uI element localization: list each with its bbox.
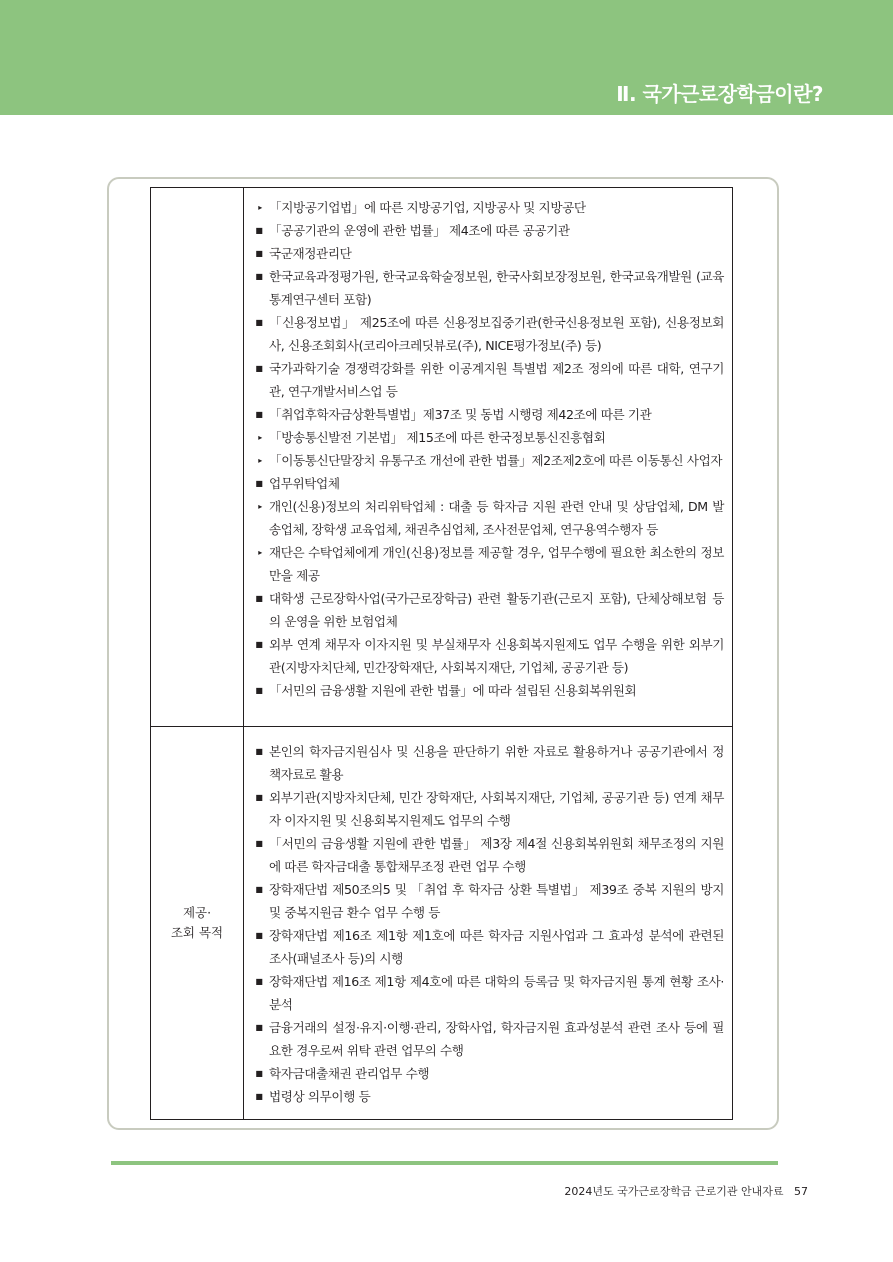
list-item (244, 633, 724, 679)
item-list (244, 188, 732, 702)
square-bullet-icon: ■ (255, 931, 263, 940)
list-item (244, 472, 724, 495)
list-item-text: 「서민의 금융생활 지원에 관한 법률」 제3장 제4절 신용회복위원회 채무조정의 지원에 따른 학자금대출 통합채무조정 관련 업무 수행 (269, 836, 724, 874)
row-label-line: 제공· (182, 905, 212, 920)
header-band (0, 0, 893, 115)
triangle-bullet-icon: ▸ (258, 203, 262, 212)
square-bullet-icon: ■ (255, 479, 263, 488)
square-bullet-icon: ■ (255, 686, 263, 695)
list-item-text: 업무위탁업체 (269, 476, 340, 491)
row-label-text (171, 905, 223, 940)
square-bullet-icon: ■ (255, 1092, 263, 1101)
info-table (150, 187, 733, 1120)
row-content (244, 188, 733, 727)
list-item (244, 1062, 724, 1085)
triangle-bullet-icon: ▸ (258, 433, 262, 442)
square-bullet-icon: ■ (255, 318, 263, 327)
list-item (244, 242, 724, 265)
list-item-text: 재단은 수탁업체에게 개인(신용)정보를 제공할 경우, 업무수행에 필요한 최소한의 정보만을 제공 (269, 545, 724, 583)
square-bullet-icon: ■ (255, 272, 263, 281)
list-item (244, 679, 724, 702)
row-label (151, 727, 244, 1120)
list-item (244, 495, 724, 541)
list-item (244, 219, 724, 242)
list-item (244, 832, 724, 878)
list-item-text: 「방송통신발전 기본법」 제15조에 따른 한국정보통신진흥협회 (269, 430, 606, 445)
list-item-text: 「공공기관의 운영에 관한 법률」 제4조에 따른 공공기관 (269, 223, 570, 238)
row-content (244, 727, 733, 1120)
list-item-text: 대학생 근로장학사업(국가근로장학금) 관련 활동기관(근로지 포함), 단체상해보험 등의 운영을 위한 보험업체 (269, 591, 724, 629)
triangle-bullet-icon: ▸ (258, 456, 262, 465)
square-bullet-icon: ■ (255, 977, 263, 986)
list-item (244, 357, 724, 403)
list-item-text: 외부 연계 채무자 이자지원 및 부실채무자 신용회복지원제도 업무 수행을 위한 외부기관(지방자치단체, 민간장학재단, 사회복지재단, 기업체, 공공기관 등) (269, 637, 724, 675)
triangle-bullet-icon: ▸ (258, 548, 262, 557)
list-item-text: 「신용정보법」 제25조에 따른 신용정보집중기관(한국신용정보원 포함), 신용정보회사, 신용조회회사(코리아크레딧뷰로(주), NICE평가정보(주) 등) (269, 315, 724, 353)
footer-divider (111, 1161, 778, 1165)
footer-doc-title: 2024년도 국가근로장학금 근로기관 안내자료 (564, 1185, 784, 1198)
list-item-text: 「서민의 금융생활 지원에 관한 법률」에 따라 설립된 신용회복위원회 (269, 683, 637, 698)
list-item-text: 장학재단법 제50조의5 및 「취업 후 학자금 상환 특별법」 제39조 중복 지원의 방지 및 중복지원금 환수 업무 수행 등 (269, 882, 724, 920)
row-label (151, 188, 244, 727)
square-bullet-icon: ■ (255, 839, 263, 848)
list-item (244, 970, 724, 1016)
square-bullet-icon: ■ (255, 226, 263, 235)
section-title: Ⅱ. 국가근로장학금이란? (616, 82, 823, 106)
footer-title (564, 1183, 808, 1199)
square-bullet-icon: ■ (255, 410, 263, 419)
list-item-text: 본인의 학자금지원심사 및 신용을 판단하기 위한 자료로 활용하거나 공공기관에서 정책자료로 활용 (269, 744, 724, 782)
square-bullet-icon: ■ (255, 594, 263, 603)
square-bullet-icon: ■ (255, 249, 263, 258)
list-item (244, 265, 724, 311)
list-item-text: 외부기관(지방자치단체, 민간 장학재단, 사회복지재단, 기업체, 공공기관 등) 연계 채무자 이자지원 및 신용회복지원제도 업무의 수행 (269, 790, 724, 828)
list-item (244, 878, 724, 924)
list-item (244, 541, 724, 587)
square-bullet-icon: ■ (255, 640, 263, 649)
list-item-text: 한국교육과정평가원, 한국교육학술정보원, 한국사회보장정보원, 한국교육개발원 (교육통계연구센터 포함) (269, 269, 724, 307)
square-bullet-icon: ■ (255, 793, 263, 802)
item-list (244, 727, 732, 1108)
list-item-text: 장학재단법 제16조 제1항 제1호에 따른 학자금 지원사업과 그 효과성 분석에 관련된 조사(패널조사 등)의 시행 (269, 928, 724, 966)
list-item (244, 196, 724, 219)
table-row (151, 727, 733, 1120)
list-item (244, 924, 724, 970)
list-item (244, 587, 724, 633)
list-item (244, 449, 724, 472)
square-bullet-icon: ■ (255, 364, 263, 373)
table-row (151, 188, 733, 727)
list-item-text: 금융거래의 설정·유지·이행·관리, 장학사업, 학자금지원 효과성분석 관련 조사 등에 필요한 경우로써 위탁 관련 업무의 수행 (269, 1020, 724, 1058)
row-label-line: 조회 목적 (170, 925, 224, 940)
page-number: 57 (794, 1185, 808, 1198)
square-bullet-icon: ■ (255, 1023, 263, 1032)
square-bullet-icon: ■ (255, 747, 263, 756)
list-item-text: 「지방공기업법」에 따른 지방공기업, 지방공사 및 지방공단 (269, 200, 586, 215)
list-item-text: 학자금대출채권 관리업무 수행 (269, 1066, 430, 1081)
list-item (244, 426, 724, 449)
list-item-text: 국가과학기술 경쟁력강화를 위한 이공계지원 특별법 제2조 정의에 따른 대학, 연구기관, 연구개발서비스업 등 (269, 361, 724, 399)
list-item (244, 1016, 724, 1062)
list-item (244, 1085, 724, 1108)
list-item-text: 법령상 의무이행 등 (269, 1089, 371, 1104)
list-item-text: 장학재단법 제16조 제1항 제4호에 따른 대학의 등록금 및 학자금지원 통계 현황 조사·분석 (269, 974, 724, 1012)
list-item (244, 786, 724, 832)
list-item-text: 「이동통신단말장치 유통구조 개선에 관한 법률」제2조제2호에 따른 이동통신 사업자 (269, 453, 723, 468)
list-item-text: 개인(신용)정보의 처리위탁업체 : 대출 등 학자금 지원 관련 안내 및 상담업체, DM 발송업체, 장학생 교육업체, 채권추심업체, 조사전문업체, 연구용역수행자 등 (269, 499, 724, 537)
list-item-text: 「취업후학자금상환특별법」제37조 및 동법 시행령 제42조에 따른 기관 (269, 407, 652, 422)
list-item (244, 403, 724, 426)
triangle-bullet-icon: ▸ (258, 502, 262, 511)
list-item-text: 국군재정관리단 (269, 246, 352, 261)
square-bullet-icon: ■ (255, 885, 263, 894)
list-item (244, 311, 724, 357)
list-item (244, 740, 724, 786)
square-bullet-icon: ■ (255, 1069, 263, 1078)
